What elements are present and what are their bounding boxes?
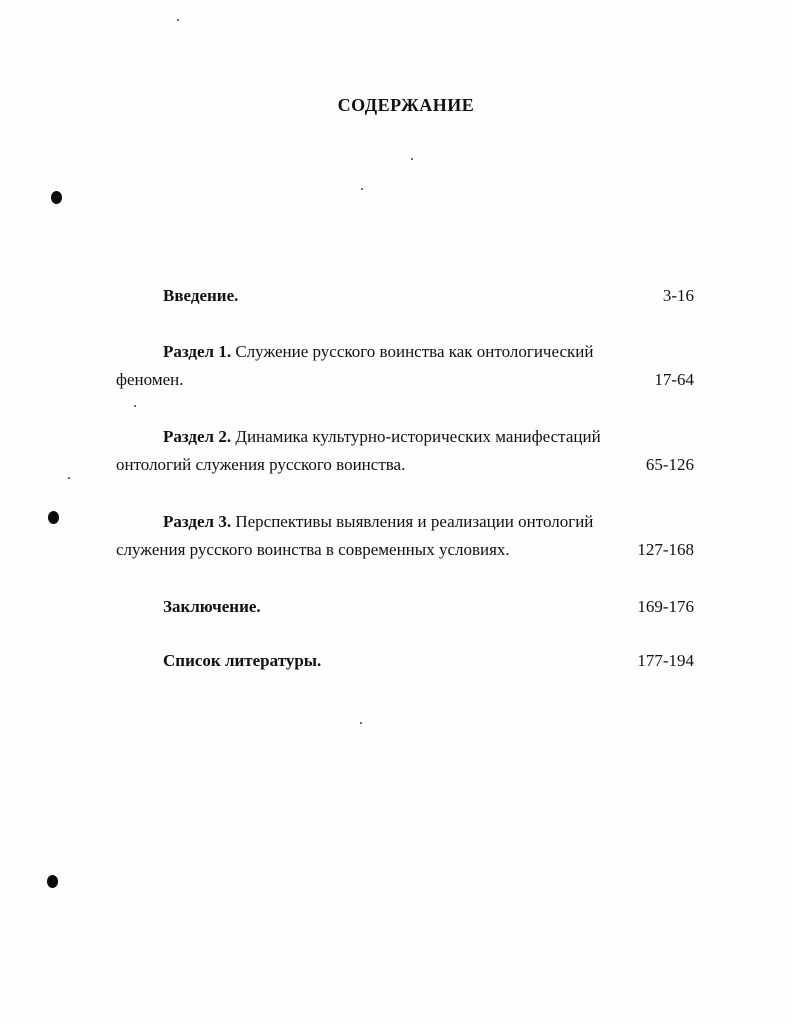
toc-entry-text: онтологий служения русского воинства. [116,455,406,474]
toc-page-range: 3-16 [662,286,694,305]
toc-page-range: 17-64 [654,370,694,389]
toc-line [116,423,694,451]
toc-entry-section-1 [116,338,694,394]
toc-line [116,593,694,621]
toc-line [116,508,694,536]
toc-line [116,338,694,366]
toc-entry-label: Заключение. [163,597,261,616]
toc-entry-bibliography [116,647,694,675]
scan-speck [134,405,136,407]
toc-entry-text: Динамика культурно-исторических манифестаций [235,427,601,446]
page-title: СОДЕРЖАНИЕ [337,95,475,115]
scan-speck [68,477,70,479]
toc-entry-section-2 [116,423,694,479]
toc-entry-text: служения русского воинства в современных условиях. [116,540,510,559]
toc-entry-text: Служение русского воинства как онтологический [235,342,594,361]
toc-entry-introduction [116,282,694,310]
toc-entry-text: Перспективы выявления и реализации онтологий [235,512,594,531]
scan-speck [177,19,179,21]
toc-entry-text: феномен. [116,370,184,389]
toc-entry-label: Введение. [163,286,239,305]
toc-line [116,451,694,479]
toc-line [116,282,694,310]
toc-page-range: 169-176 [637,597,694,616]
punch-hole-mark [47,875,58,888]
toc-line [116,536,694,564]
toc-entry-conclusion [116,593,694,621]
toc-page-range: 127-168 [637,540,694,559]
scan-speck [361,188,363,190]
punch-hole-mark [48,511,59,524]
toc-page-range: 65-126 [645,455,694,474]
toc-entry-label: Список литературы. [163,651,322,670]
toc-line [116,366,694,394]
scan-speck [411,158,413,160]
toc-entry-section-3 [116,508,694,564]
punch-hole-mark [51,191,62,204]
scan-speck [360,722,362,724]
toc-entry-label: Раздел 1. [163,342,232,361]
toc-entry-label: Раздел 2. [163,427,232,446]
toc-line [116,647,694,675]
toc-entry-label: Раздел 3. [163,512,232,531]
toc-page-range: 177-194 [637,651,694,670]
